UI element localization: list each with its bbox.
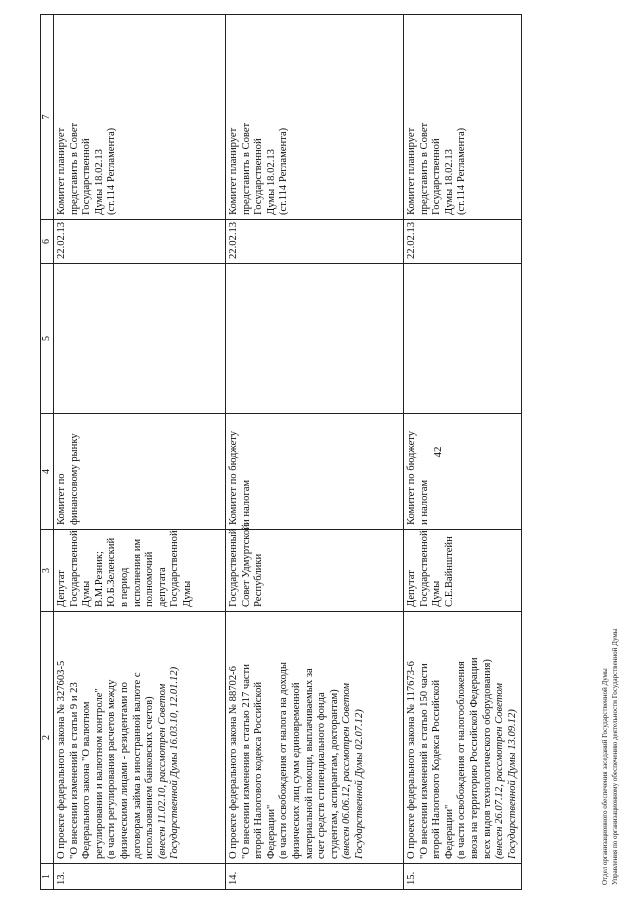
bill-description [226, 612, 404, 864]
bill-title-line: "О внесении изменения в статью 217 части [240, 664, 252, 859]
date-cell: 22.02.13 [54, 220, 226, 264]
committee-line: Комитет по бюджету [228, 430, 239, 525]
col-header-5: 5 [41, 264, 54, 414]
decision-line: представить в Совет [68, 122, 80, 215]
bill-title-line: счет средств стипендиального фонда [316, 692, 328, 859]
decision-line: Комитет планирует [406, 127, 417, 215]
decision [54, 15, 226, 220]
author-line: Думы [181, 580, 193, 607]
bill-title-line: О проекте федерального закона № 117673-6 [406, 661, 417, 859]
bill-description [54, 612, 226, 864]
bill-title-line: Федерации" [265, 804, 277, 859]
legislation-table [40, 14, 522, 890]
bill-title-line: Федерации" [443, 804, 455, 859]
author-line: полномочий [144, 551, 156, 607]
bill-title-line: материальной помощи, выплачиваемых за [303, 668, 315, 859]
author-line: Депутат [406, 570, 417, 607]
author-line: Государственный [228, 528, 239, 607]
committee-line: и налогам [240, 479, 252, 525]
author-line: Депутат [56, 570, 67, 607]
decision-line: (ст.114 Регламента) [106, 127, 118, 215]
decision-line: представить в Совет [418, 122, 430, 215]
col-header-6: 6 [41, 220, 54, 264]
bill-title-line: физическими лицами - резидентами по [118, 682, 130, 859]
bill-title-line: физических лиц сумм единовременной [290, 682, 302, 859]
bill-title-line: "О внесении изменений в статью 150 части [418, 663, 430, 859]
bill-title-line: О проекте федерального закона № 88702-6 [228, 666, 239, 859]
bill-description [404, 612, 522, 864]
decision-line: Государственной [81, 138, 93, 215]
committee [404, 414, 522, 530]
col-5-cell [226, 264, 404, 414]
author-line: Государственной [169, 530, 181, 607]
footer-line-1: Отдел организационного обеспечения заседаний Государственной Думы [601, 668, 609, 885]
bill-note-line: (внесен 26.07.12, рассмотрен Советом [494, 683, 506, 859]
footer-note [600, 629, 620, 885]
decision-line: (ст.114 Регламента) [278, 127, 290, 215]
author-line: С.Е.Вайнштейн [443, 536, 455, 607]
table-row [226, 15, 404, 890]
bill-title-line: (в части освобождения от налогообложения [456, 661, 468, 859]
author-line: депутата [156, 567, 168, 607]
bill-title-line: второй Налогового Кодекса Российской [431, 680, 443, 859]
committee-line: и налогам [418, 479, 430, 525]
bill-title-line: (в части регулирования расчетов между [106, 679, 118, 859]
decision-line: Комитет планирует [228, 127, 239, 215]
decision-line: Комитет планирует [56, 127, 67, 215]
bill-author [404, 530, 522, 612]
decision-line: Думы 18.02.13 [265, 149, 277, 215]
col-header-3: 3 [41, 530, 54, 612]
date-cell: 22.02.13 [404, 220, 522, 264]
col-5-cell [54, 264, 226, 414]
row-number: 14. [226, 864, 404, 890]
committee [226, 414, 404, 530]
decision-line: Думы 18.02.13 [93, 149, 105, 215]
author-line: Думы [81, 580, 93, 607]
author-line: Государственной [68, 530, 80, 607]
table-row [54, 15, 226, 890]
decision [226, 15, 404, 220]
bill-note-line: Государственной Думы 02.07.12) [353, 709, 365, 859]
col-header-1: 1 [41, 864, 54, 890]
author-line: в период [118, 567, 130, 607]
bill-title-line: студентам, аспирантам, докторантам) [328, 689, 340, 859]
author-line: Государственной [418, 530, 430, 607]
author-line: Ю.Б.Зеленский [106, 537, 118, 607]
committee [54, 414, 226, 530]
bill-title-line: всех видов технологического оборудования) [481, 659, 493, 859]
bill-author [54, 530, 226, 612]
footer-line-2: Управления по организационному обеспечению деятельности Государственной Думы [611, 628, 619, 885]
bill-title-line: второй Налогового кодекса Российской [253, 681, 265, 859]
decision-line: представить в Совет [240, 122, 252, 215]
committee-line: Комитет по [56, 473, 67, 525]
author-line: Совет Удмуртской [240, 524, 252, 607]
decision-line: Думы 18.02.13 [443, 149, 455, 215]
col-header-4: 4 [41, 414, 54, 530]
page-number: 42 [432, 446, 444, 458]
col-5-cell [404, 264, 522, 414]
author-line: Республики [253, 553, 265, 607]
author-line: В.М.Резник; [93, 551, 105, 607]
decision [404, 15, 522, 220]
bill-author [226, 524, 404, 612]
bill-note-line: Государственной Думы 13.09.12) [506, 709, 518, 859]
committee-line: Комитет по бюджету [406, 430, 417, 525]
bill-title-line: "О внесении изменений в статьи 9 и 23 [68, 682, 80, 859]
header-row [41, 15, 54, 890]
decision-line: (ст.114 Регламента) [456, 127, 468, 215]
author-line: исполнения им [131, 538, 143, 607]
row-number: 13. [54, 864, 226, 890]
bill-title-line: ввоза на территорию Российской Федерации [468, 657, 480, 859]
row-number: 15. [404, 864, 522, 890]
bill-title-line: (в части освобождения от налога на доходы [278, 661, 290, 859]
table-row [404, 15, 522, 890]
bill-note-line: (внесен 06.06.12, рассмотрен Советом [341, 683, 353, 859]
author-line: Думы [431, 580, 443, 607]
col-header-7: 7 [41, 15, 54, 220]
bill-note-line: (внесен 11.02.10, рассмотрен Советом [156, 683, 168, 859]
decision-line: Государственной [253, 138, 265, 215]
bill-title-line: договорам займа в иностранной валюте с [131, 672, 143, 859]
bill-title-line: регулировании и валютном контроле" [93, 688, 105, 859]
rotated-table-container [40, 15, 518, 890]
committee-line: финансовому рынку [68, 433, 80, 525]
date-cell: 22.02.13 [226, 220, 404, 264]
bill-title-line: Федерального закона "О валютном [81, 701, 93, 859]
col-header-2: 2 [41, 612, 54, 864]
bill-note-line: Государственной Думы 16.03.10, 12.01.12) [169, 666, 181, 859]
decision-line: Государственной [431, 138, 443, 215]
bill-title-line: О проекте федерального закона № 327603-5 [56, 660, 67, 859]
bill-title-line: использованием банковских счетов) [144, 696, 156, 859]
